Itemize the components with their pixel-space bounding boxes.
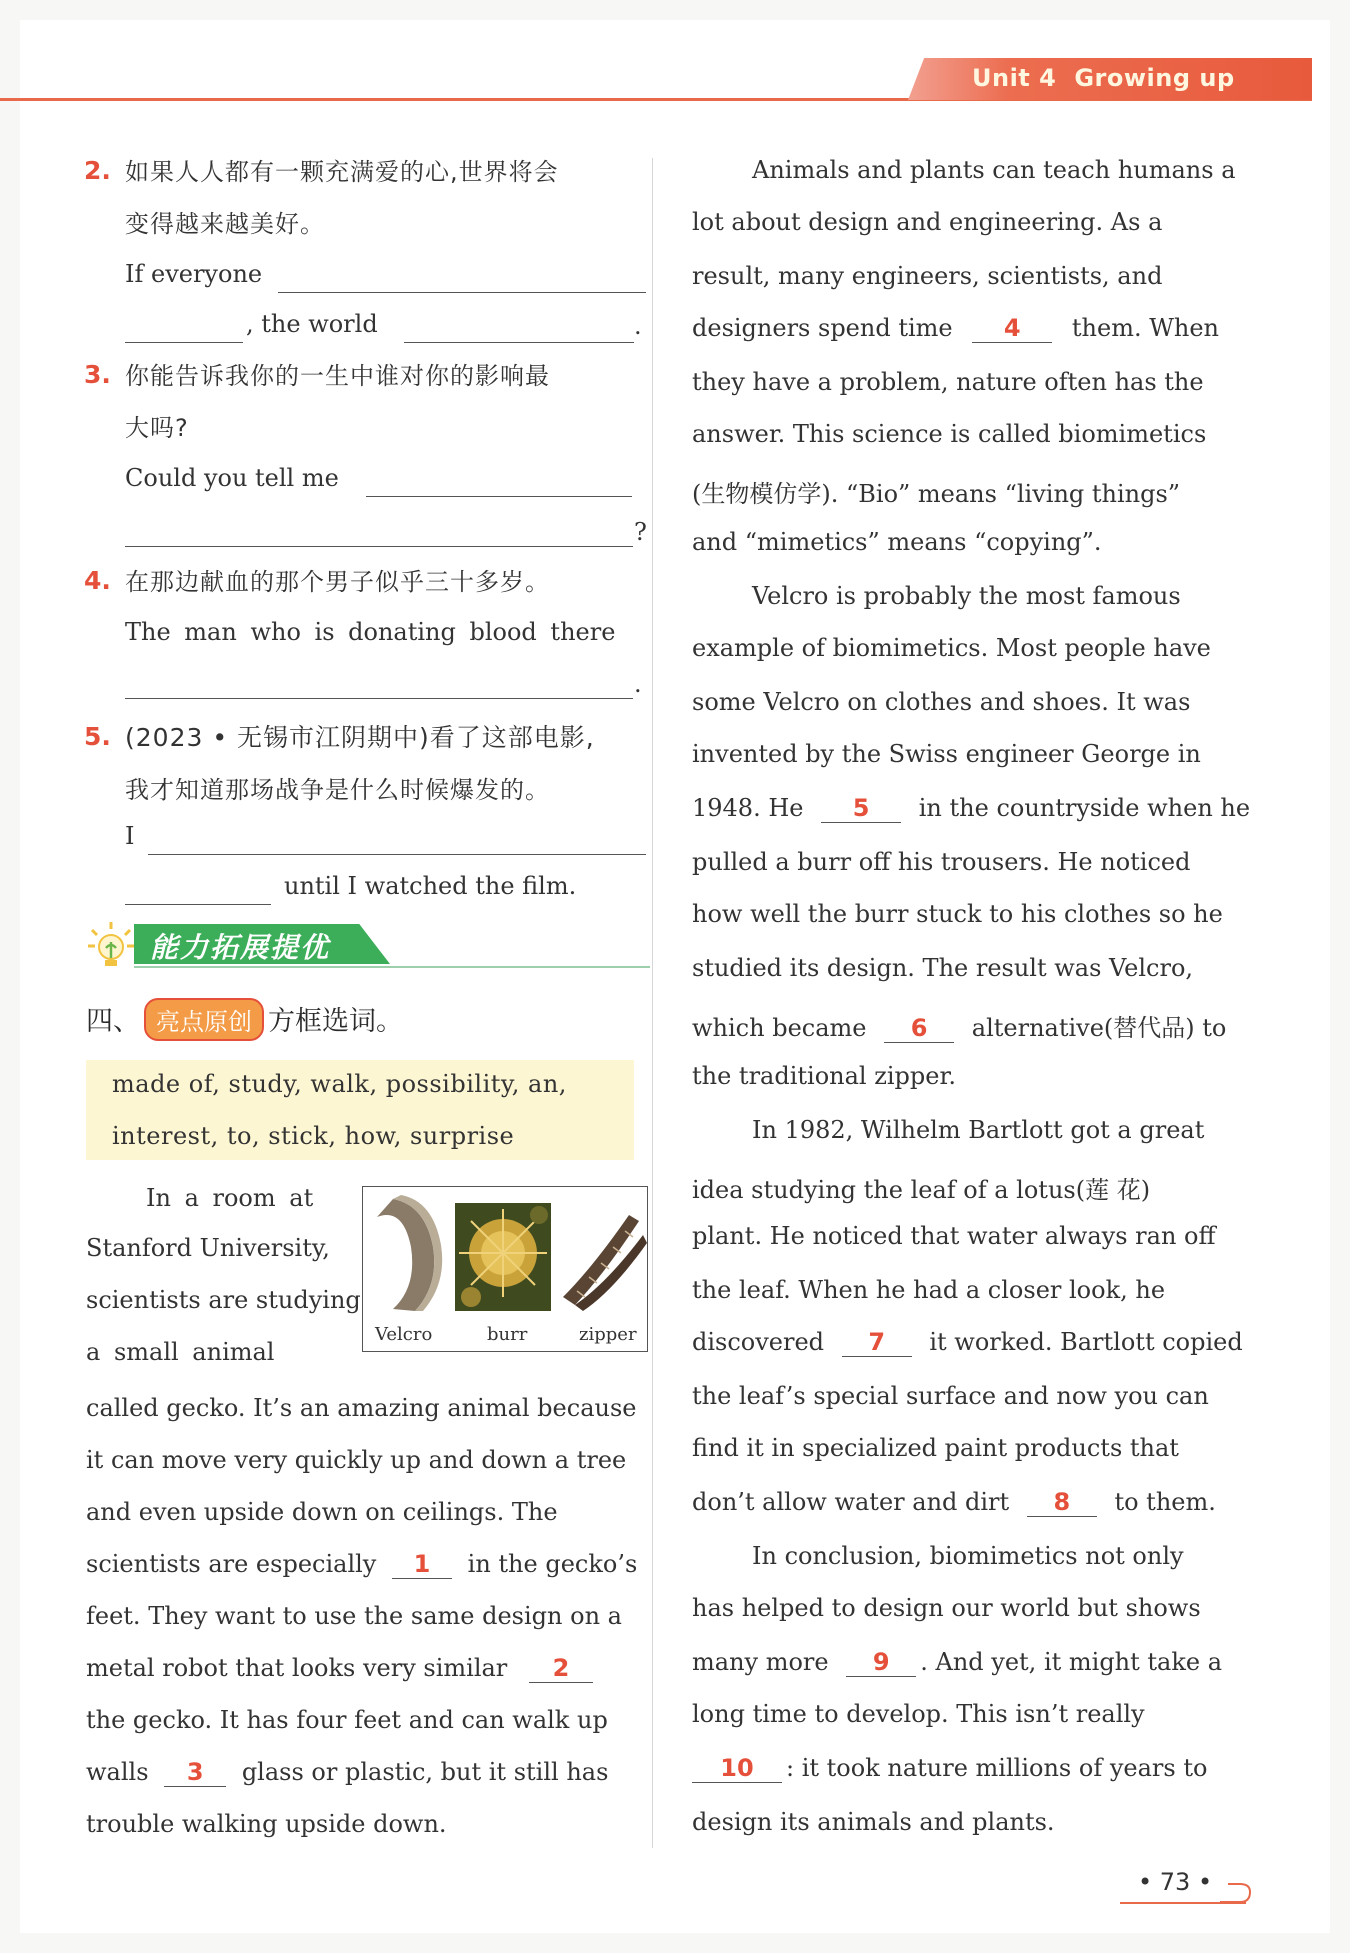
passage-line	[86, 1654, 593, 1683]
passage-line: In a room at	[146, 1184, 314, 1212]
passage-text: discovered	[692, 1328, 825, 1356]
passage-line: In conclusion, biomimetics not only	[752, 1542, 1184, 1570]
unit-number: Unit 4	[972, 64, 1057, 92]
question-english: until I watched the film.	[284, 872, 577, 900]
question-number: 4.	[84, 566, 111, 595]
passage-line: the gecko. It has four feet and can walk up	[86, 1706, 608, 1734]
blank-6[interactable]: 6	[884, 1014, 954, 1043]
passage-line: In 1982, Wilhelm Bartlott got a great	[752, 1116, 1205, 1144]
question-chinese: 我才知道那场战争是什么时候爆发的。	[125, 776, 550, 804]
blank-4[interactable]: 4	[972, 314, 1052, 343]
passage-line: Velcro is probably the most famous	[752, 582, 1181, 610]
passage-line	[692, 1648, 1222, 1677]
passage-text: scientists are especially	[86, 1550, 377, 1578]
banner-underline	[134, 966, 650, 968]
passage-line: called gecko. It’s an amazing animal because	[86, 1394, 637, 1422]
passage-text: to them.	[1114, 1488, 1216, 1516]
passage-line: some Velcro on clothes and shoes. It was	[692, 688, 1191, 716]
image-caption: Velcro	[375, 1324, 433, 1345]
passage-line	[692, 1008, 1226, 1043]
passage-line: example of biomimetics. Most people have	[692, 634, 1211, 662]
question-english: I	[125, 822, 135, 850]
blank-7[interactable]: 7	[842, 1328, 912, 1357]
question-english: , the world	[246, 310, 378, 338]
passage-line: the leaf. When he had a closer look, he	[692, 1276, 1166, 1304]
question-chinese: 你能告诉我你的一生中谁对你的影响最	[125, 362, 550, 390]
blank-5[interactable]: 5	[821, 794, 901, 823]
passage-text: it worked. Bartlott copied	[929, 1328, 1243, 1356]
passage-line: design its animals and plants.	[692, 1808, 1055, 1836]
passage-line: the leaf’s special surface and now you can	[692, 1382, 1209, 1410]
passage-text: in the gecko’s	[467, 1550, 638, 1578]
section-number: 四、	[86, 1006, 140, 1037]
answer-line[interactable]	[366, 496, 632, 497]
answer-line[interactable]	[404, 342, 634, 343]
page-number: • 73 •	[1138, 1868, 1213, 1896]
question-number: 2.	[84, 156, 111, 185]
passage-text: them. When	[1071, 314, 1220, 342]
passage-line	[86, 1550, 637, 1579]
question-chinese: 在那边献血的那个男子似乎三十多岁。	[125, 568, 550, 596]
passage-line	[692, 1328, 1243, 1357]
section-instruction: 方框选词。	[268, 1006, 403, 1037]
answer-line[interactable]	[125, 904, 271, 905]
passage-line: they have a problem, nature often has the	[692, 368, 1204, 396]
passage-text: : it took nature millions of years to	[786, 1754, 1208, 1782]
passage-line: it can move very quickly up and down a tree	[86, 1446, 627, 1474]
page-curl-icon	[1218, 1878, 1252, 1904]
section-banner	[86, 920, 652, 970]
blank-1[interactable]: 1	[392, 1550, 452, 1579]
image-caption: zipper	[579, 1324, 637, 1345]
question-number: 5.	[84, 722, 111, 751]
illustration-box	[362, 1186, 648, 1352]
passage-line: invented by the Swiss engineer George in	[692, 740, 1201, 768]
passage-text: 1948. He	[692, 794, 804, 822]
zipper-image	[563, 1215, 647, 1311]
question-english: The man who is donating blood there	[125, 618, 616, 646]
passage-line: feet. They want to use the same design on a	[86, 1602, 622, 1630]
column-divider	[652, 158, 653, 1848]
word-box-line: interest, to, stick, how, surprise	[112, 1122, 515, 1150]
passage-line: a small animal	[86, 1338, 275, 1366]
answer-line[interactable]	[125, 698, 633, 699]
punctuation: .	[634, 312, 642, 340]
passage-line: (生物模仿学). “Bio” means “living things”	[692, 480, 1181, 508]
passage-line: Stanford University,	[86, 1234, 330, 1262]
image-caption: burr	[487, 1324, 528, 1345]
answer-line[interactable]	[278, 292, 646, 293]
passage-line	[86, 1758, 608, 1787]
answer-line[interactable]	[125, 342, 243, 343]
blank-8[interactable]: 8	[1027, 1488, 1097, 1517]
passage-line: lot about design and engineering. As a	[692, 208, 1163, 236]
passage-line: studied its design. The result was Velcro,	[692, 954, 1194, 982]
passage-line: long time to develop. This isn’t really	[692, 1700, 1145, 1728]
passage-line	[692, 1488, 1216, 1517]
illustration	[363, 1187, 647, 1317]
blank-3[interactable]: 3	[164, 1758, 226, 1787]
banner-title: 能力拓展提优	[150, 931, 331, 964]
passage-line: how well the burr stuck to his clothes so he	[692, 900, 1223, 928]
lightbulb-icon	[86, 920, 136, 970]
passage-text: alternative(替代品) to	[971, 1014, 1227, 1042]
velcro-image	[377, 1195, 442, 1311]
passage-line: pulled a burr off his trousers. He noticed	[692, 848, 1191, 876]
passage-line: trouble walking upside down.	[86, 1810, 447, 1838]
passage-line	[692, 1754, 1207, 1783]
passage-line: find it in specialized paint products that	[692, 1434, 1179, 1462]
passage-line: and “mimetics” means “copying”.	[692, 528, 1102, 556]
passage-line: scientists are studying	[86, 1286, 361, 1314]
unit-title: Growing up	[1074, 64, 1235, 92]
word-box	[86, 1060, 634, 1160]
passage-line: and even upside down on ceilings. The	[86, 1498, 558, 1526]
passage-text: glass or plastic, but it still has	[241, 1758, 609, 1786]
passage-text: metal robot that looks very similar	[86, 1654, 508, 1682]
question-english: Could you tell me	[125, 464, 339, 492]
question-chinese: (2023 • 无锡市江阴期中)看了这部电影,	[125, 723, 595, 752]
question-chinese: 大吗?	[125, 414, 189, 442]
passage-line: result, many engineers, scientists, and	[692, 262, 1163, 290]
answer-line[interactable]	[148, 854, 646, 855]
passage-line: answer. This science is called biomimetics	[692, 420, 1207, 448]
original-badge: 亮点原创	[144, 998, 264, 1041]
section-heading	[86, 998, 403, 1041]
burr-image	[455, 1203, 551, 1311]
punctuation: .	[634, 670, 642, 698]
passage-text: don’t allow water and dirt	[692, 1488, 1010, 1516]
unit-header	[972, 64, 1253, 92]
blank-10[interactable]: 10	[692, 1754, 782, 1783]
passage-text: in the countryside when he	[918, 794, 1251, 822]
passage-line: the traditional zipper.	[692, 1062, 956, 1090]
question-number: 3.	[84, 360, 111, 389]
passage-line: Animals and plants can teach humans a	[752, 156, 1236, 184]
blank-2[interactable]: 2	[529, 1654, 593, 1683]
question-chinese: 变得越来越美好。	[125, 210, 325, 238]
question-english: If everyone	[125, 260, 263, 288]
word-box-line: made of, study, walk, possibility, an,	[112, 1070, 567, 1098]
passage-text: designers spend time	[692, 314, 953, 342]
passage-line	[692, 314, 1219, 343]
blank-9[interactable]: 9	[846, 1648, 916, 1677]
passage-text: walls	[86, 1758, 149, 1786]
question-chinese: 如果人人都有一颗充满爱的心,世界将会	[125, 158, 559, 186]
passage-text: which became	[692, 1014, 867, 1042]
passage-line: idea studying the leaf of a lotus(莲 花)	[692, 1176, 1151, 1204]
punctuation: ?	[634, 518, 647, 546]
answer-line[interactable]	[125, 546, 633, 547]
passage-text: . And yet, it might take a	[920, 1648, 1223, 1676]
passage-line: has helped to design our world but shows	[692, 1594, 1201, 1622]
passage-line	[692, 794, 1250, 823]
passage-text: many more	[692, 1648, 829, 1676]
passage-line: plant. He noticed that water always ran off	[692, 1222, 1216, 1250]
